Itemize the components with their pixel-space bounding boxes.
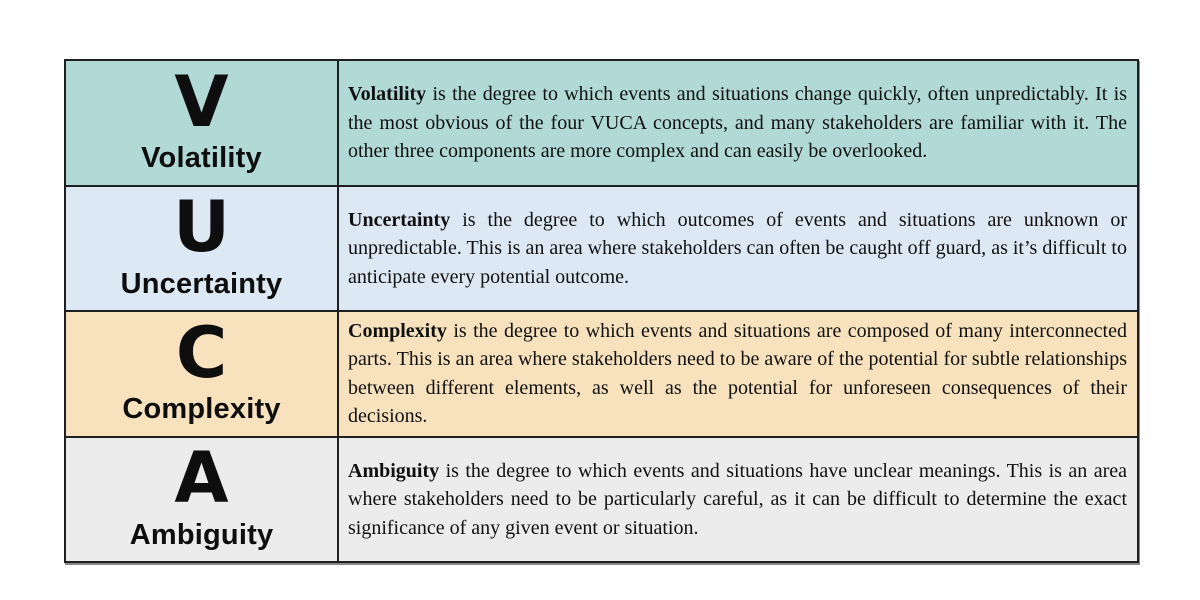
big-letter-v: V	[174, 60, 229, 143]
description-lead-volatility: Volatility	[348, 83, 427, 105]
letter-cell-uncertainty	[66, 187, 339, 311]
description-cell-volatility	[339, 61, 1137, 185]
description-body-ambiguity: is the degree to which events and situations have unclear meanings. This is an area where stakeholders need to be particularly careful, as it can be difficult to determine the exact significance of any given event or situation.	[348, 459, 1127, 539]
vuca-row-complexity	[66, 312, 1137, 438]
description-cell-complexity	[339, 312, 1137, 436]
vuca-row-uncertainty	[66, 187, 1137, 313]
description-text-complexity	[348, 317, 1127, 431]
vuca-table	[64, 59, 1139, 563]
description-text-volatility	[348, 80, 1127, 166]
description-lead-uncertainty: Uncertainty	[348, 208, 451, 231]
description-text-ambiguity	[348, 457, 1127, 543]
description-cell-ambiguity	[339, 438, 1137, 562]
description-lead-complexity: Complexity	[348, 319, 447, 342]
description-text-uncertainty	[348, 206, 1127, 292]
term-label-ambiguity: Ambiguity	[129, 518, 274, 551]
description-lead-ambiguity: Ambiguity	[348, 459, 440, 482]
big-letter-a: A	[174, 437, 229, 519]
description-body-uncertainty: is the degree to which outcomes of events and situations are unknown or unpredictable. This is an area where stakeholders can often be caught off guard, as it’s difficult to anticipate every potential outcome.	[348, 208, 1127, 288]
letter-cell-complexity	[66, 312, 339, 436]
vuca-row-ambiguity	[66, 438, 1137, 562]
letter-cell-volatility	[66, 61, 339, 185]
description-body-complexity: is the degree to which events and situations are composed of many interconnected parts. This is an area where stakeholders need to be aware of the potential for subtle relationships between different elements, as well as the potential for unforeseen consequences of their decisions.	[348, 319, 1127, 428]
term-label-complexity: Complexity	[122, 393, 281, 425]
vuca-row-volatility	[66, 61, 1137, 187]
big-letter-c: C	[175, 311, 228, 394]
term-label-volatility: Volatility	[141, 142, 262, 174]
big-letter-u: U	[173, 186, 230, 268]
letter-cell-ambiguity	[66, 438, 339, 562]
description-cell-uncertainty	[339, 187, 1137, 311]
term-label-uncertainty: Uncertainty	[120, 267, 283, 300]
description-body-volatility: is the degree to which events and situations change quickly, often unpredictably. It is the most obvious of the four VUCA concepts, and many stakeholders are familiar with it. The other three components are more complex and can easily be overlooked.	[348, 83, 1127, 162]
